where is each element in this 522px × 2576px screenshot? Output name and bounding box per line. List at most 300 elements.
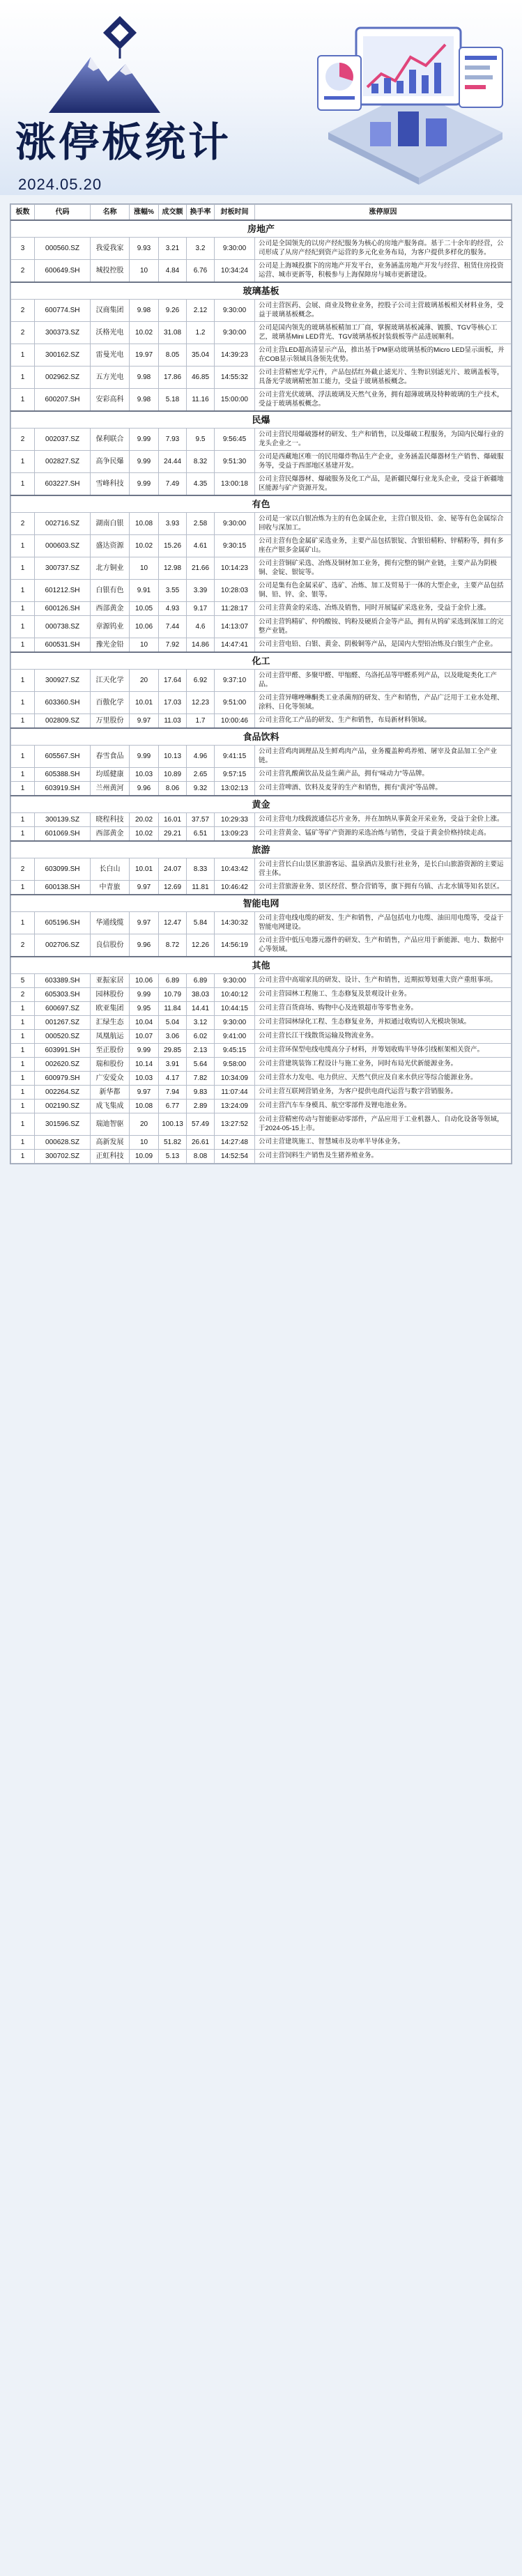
stock-code: 002620.SZ <box>35 1058 91 1072</box>
board-count: 1 <box>11 1113 35 1136</box>
stock-code: 605196.SH <box>35 912 91 934</box>
table-row <box>11 473 512 496</box>
change-percent: 10.02 <box>130 322 159 344</box>
change-percent: 9.97 <box>130 881 159 895</box>
table-row <box>11 827 512 842</box>
limit-up-time: 9:30:00 <box>215 322 255 344</box>
stock-name: 豫光金铅 <box>91 638 130 653</box>
section-title: 有色 <box>11 495 512 513</box>
board-count: 2 <box>11 300 35 322</box>
turnover-rate: 8.33 <box>187 858 215 881</box>
stock-name: 保利联合 <box>91 429 130 451</box>
limit-up-time: 14:47:41 <box>215 638 255 653</box>
board-count: 1 <box>11 813 35 827</box>
limit-up-reason: 公司主营甲醛、多聚甲醛、甲缩醛、乌洛托品等甲醛系列产品，以及吡啶类化工产品。 <box>255 670 512 692</box>
limit-up-time: 9:57:15 <box>215 768 255 782</box>
board-count: 2 <box>11 322 35 344</box>
turnover-rate: 35.04 <box>187 344 215 367</box>
board-count: 5 <box>11 974 35 988</box>
change-percent: 10.03 <box>130 768 159 782</box>
table-header <box>11 205 512 221</box>
section-header-row <box>11 796 512 813</box>
limit-up-reason: 公司主营电力线载波通信芯片业务，并在加纳从事黄金开采业务，受益于金价上涨。 <box>255 813 512 827</box>
trading-screens-illustration-icon <box>307 14 509 185</box>
stock-name: 均瑶健康 <box>91 768 130 782</box>
turnover-amount: 8.06 <box>159 782 187 796</box>
limit-up-reason: 公司主营百货商场、购物中心及连锁超市等零售业务。 <box>255 1002 512 1016</box>
board-count: 1 <box>11 1100 35 1113</box>
turnover-rate: 3.12 <box>187 1016 215 1030</box>
table-row <box>11 260 512 283</box>
limit-up-time: 9:56:45 <box>215 429 255 451</box>
limit-up-time: 9:58:00 <box>215 1058 255 1072</box>
limit-up-time: 9:41:15 <box>215 746 255 768</box>
stock-name: 亚振家居 <box>91 974 130 988</box>
limit-up-reason: 公司主营LED超高清显示产品，推出基于PM驱动玻璃基板的Micro LED显示面板，并在COB显示领域具备领先优势。 <box>255 344 512 367</box>
table-row <box>11 1086 512 1100</box>
stock-code: 002827.SZ <box>35 451 91 473</box>
change-percent: 20.02 <box>130 813 159 827</box>
turnover-amount: 29.21 <box>159 827 187 842</box>
stock-code: 603919.SH <box>35 782 91 796</box>
limit-up-reason: 公司主营医药、会展、商业及物业业务，控股子公司主营玻璃基板相关材料业务，受益于玻璃基板概念。 <box>255 300 512 322</box>
section-title: 食品饮料 <box>11 728 512 746</box>
table-row <box>11 912 512 934</box>
limit-up-time: 13:00:18 <box>215 473 255 496</box>
stock-name: 万里股份 <box>91 714 130 729</box>
limit-up-reason: 公司主营建筑装饰工程设计与施工业务，同时布局光伏新能源业务。 <box>255 1058 512 1072</box>
limit-up-reason: 公司主营化工产品的研发、生产和销售，布局新材料领域。 <box>255 714 512 729</box>
stock-code: 301596.SZ <box>35 1113 91 1136</box>
turnover-rate: 6.76 <box>187 260 215 283</box>
stock-name: 华通线缆 <box>91 912 130 934</box>
table-row <box>11 602 512 616</box>
turnover-rate: 11.81 <box>187 881 215 895</box>
turnover-rate: 4.6 <box>187 616 215 638</box>
stock-name: 安彩高科 <box>91 389 130 412</box>
board-count: 1 <box>11 1136 35 1150</box>
section-header-row <box>11 495 512 513</box>
turnover-amount: 5.18 <box>159 389 187 412</box>
turnover-amount: 7.94 <box>159 1086 187 1100</box>
change-percent: 10.06 <box>130 616 159 638</box>
stock-code: 000603.SZ <box>35 535 91 557</box>
change-percent: 9.93 <box>130 238 159 260</box>
table-row <box>11 1113 512 1136</box>
limit-up-time: 10:43:42 <box>215 858 255 881</box>
stock-name: 高争民爆 <box>91 451 130 473</box>
limit-up-reason: 公司主营啤酒、饮料及麦芽的生产和销售，拥有“黄河”等品牌。 <box>255 782 512 796</box>
stock-code: 000628.SZ <box>35 1136 91 1150</box>
board-count: 1 <box>11 714 35 729</box>
limit-up-reason: 公司主营有色金属矿采选业务，主要产品包括银锭、含银铅精粉、锌精粉等，拥有多座在产银多金属矿山。 <box>255 535 512 557</box>
limit-up-reason: 公司主营中低压电器元器件的研发、生产和销售，产品应用于新能源、电力、数据中心等领域。 <box>255 934 512 957</box>
turnover-amount: 17.64 <box>159 670 187 692</box>
limit-up-time: 10:40:12 <box>215 988 255 1002</box>
stock-code: 603227.SH <box>35 473 91 496</box>
limit-up-time: 10:34:09 <box>215 1072 255 1086</box>
turnover-rate: 38.03 <box>187 988 215 1002</box>
stock-name: 兰州黄河 <box>91 782 130 796</box>
table-row <box>11 1002 512 1016</box>
change-percent: 10.09 <box>130 1150 159 1164</box>
board-count: 1 <box>11 1002 35 1016</box>
mountain-logo-icon <box>42 15 167 120</box>
board-count: 1 <box>11 768 35 782</box>
table-row <box>11 988 512 1002</box>
turnover-rate: 57.49 <box>187 1113 215 1136</box>
stock-code: 300702.SZ <box>35 1150 91 1164</box>
limit-up-reason: 公司主营黄金、锰矿等矿产资源的采选冶炼与销售，受益于黄金价格持续走高。 <box>255 827 512 842</box>
change-percent: 10 <box>130 1136 159 1150</box>
change-percent: 20 <box>130 670 159 692</box>
stock-name: 百傲化学 <box>91 692 130 714</box>
change-percent: 9.95 <box>130 1002 159 1016</box>
change-percent: 9.91 <box>130 580 159 602</box>
turnover-amount: 6.77 <box>159 1100 187 1113</box>
board-count: 1 <box>11 557 35 580</box>
limit-up-reason: 公司主营乳酸菌饮品及益生菌产品，拥有“味动力”等品牌。 <box>255 768 512 782</box>
turnover-rate: 6.51 <box>187 827 215 842</box>
stock-name: 西部黄金 <box>91 602 130 616</box>
limit-up-reason: 公司主营长江干线散货运输及物流业务。 <box>255 1030 512 1044</box>
board-count: 1 <box>11 1072 35 1086</box>
table-row <box>11 557 512 580</box>
turnover-amount: 11.84 <box>159 1002 187 1016</box>
stock-code: 600207.SH <box>35 389 91 412</box>
limit-up-reason: 公司主营异噻唑啉酮类工业杀菌剂的研发、生产和销售，产品广泛用于工业水处理、涂料、日化等领域。 <box>255 692 512 714</box>
col-header-time: 封板时间 <box>215 205 255 221</box>
stock-code: 605567.SH <box>35 746 91 768</box>
turnover-rate: 8.32 <box>187 451 215 473</box>
col-header-change: 涨幅% <box>130 205 159 221</box>
change-percent: 10.14 <box>130 1058 159 1072</box>
turnover-rate: 46.85 <box>187 367 215 389</box>
board-count: 2 <box>11 934 35 957</box>
stock-code: 603099.SH <box>35 858 91 881</box>
turnover-rate: 9.17 <box>187 602 215 616</box>
change-percent: 9.97 <box>130 714 159 729</box>
table-row <box>11 692 512 714</box>
table-row <box>11 813 512 827</box>
section-header-row <box>11 895 512 912</box>
turnover-amount: 3.21 <box>159 238 187 260</box>
limit-up-time: 9:51:30 <box>215 451 255 473</box>
turnover-amount: 11.03 <box>159 714 187 729</box>
turnover-rate: 4.61 <box>187 535 215 557</box>
turnover-rate: 4.35 <box>187 473 215 496</box>
turnover-amount: 4.17 <box>159 1072 187 1086</box>
table-body <box>11 220 512 1164</box>
change-percent: 10.01 <box>130 692 159 714</box>
stock-name: 五方光电 <box>91 367 130 389</box>
turnover-amount: 3.93 <box>159 513 187 535</box>
turnover-rate: 37.57 <box>187 813 215 827</box>
turnover-amount: 17.03 <box>159 692 187 714</box>
table-row <box>11 1016 512 1030</box>
stock-code: 002809.SZ <box>35 714 91 729</box>
limit-up-reason: 公司主营建筑施工、智慧城市及功率半导体业务。 <box>255 1136 512 1150</box>
turnover-amount: 5.13 <box>159 1150 187 1164</box>
board-count: 3 <box>11 238 35 260</box>
section-header-row <box>11 728 512 746</box>
stock-code: 002190.SZ <box>35 1100 91 1113</box>
table-row <box>11 580 512 602</box>
table-row <box>11 1150 512 1164</box>
stock-code: 002962.SZ <box>35 367 91 389</box>
limit-up-time: 14:52:54 <box>215 1150 255 1164</box>
change-percent: 10.06 <box>130 974 159 988</box>
turnover-amount: 24.44 <box>159 451 187 473</box>
limit-up-reason: 公司主营园林工程施工、生态修复及景观设计业务。 <box>255 988 512 1002</box>
board-count: 1 <box>11 782 35 796</box>
change-percent: 10.05 <box>130 602 159 616</box>
limit-up-reason: 公司主营互联网营销业务，为客户提供电商代运营与数字营销服务。 <box>255 1086 512 1100</box>
stock-name: 章源钨业 <box>91 616 130 638</box>
stock-name: 至正股份 <box>91 1044 130 1058</box>
limit-up-reason: 公司主营钨精矿、仲钨酸铵、钨粉及硬质合金等产品，拥有从钨矿采选到深加工的完整产业链。 <box>255 616 512 638</box>
turnover-rate: 3.2 <box>187 238 215 260</box>
turnover-amount: 12.47 <box>159 912 187 934</box>
turnover-amount: 4.93 <box>159 602 187 616</box>
turnover-rate: 2.58 <box>187 513 215 535</box>
limit-up-time: 9:30:00 <box>215 513 255 535</box>
turnover-amount: 5.04 <box>159 1016 187 1030</box>
limit-up-time: 11:07:44 <box>215 1086 255 1100</box>
limit-up-reason: 公司主营园林绿化工程、生态修复业务，并拟通过收购切入光模块领域。 <box>255 1016 512 1030</box>
turnover-rate: 2.65 <box>187 768 215 782</box>
table-row <box>11 322 512 344</box>
limit-up-reason: 公司主营精密光学元件，产品包括红外截止滤光片、生物识别滤光片、玻璃盖板等，具备光学玻璃精密加工能力，受益于玻璃基板概念。 <box>255 367 512 389</box>
change-percent: 10.02 <box>130 535 159 557</box>
stock-name: 雷曼光电 <box>91 344 130 367</box>
section-title: 黄金 <box>11 796 512 813</box>
limit-up-reason: 公司主营民爆器材、爆破服务及化工产品，是新疆民爆行业龙头企业，受益于新疆地区能源与矿产资源开发。 <box>255 473 512 496</box>
turnover-rate: 14.41 <box>187 1002 215 1016</box>
change-percent: 10.08 <box>130 1100 159 1113</box>
turnover-amount: 8.05 <box>159 344 187 367</box>
stock-code: 002037.SZ <box>35 429 91 451</box>
turnover-rate: 26.61 <box>187 1136 215 1150</box>
table-row <box>11 1100 512 1113</box>
limit-up-time: 10:46:42 <box>215 881 255 895</box>
board-count: 1 <box>11 670 35 692</box>
stock-name: 西部黄金 <box>91 827 130 842</box>
limit-up-reason: 公司主营电线电缆的研发、生产和销售，产品包括电力电缆、油田用电缆等，受益于智能电网建设。 <box>255 912 512 934</box>
turnover-amount: 7.92 <box>159 638 187 653</box>
turnover-amount: 12.69 <box>159 881 187 895</box>
turnover-rate: 4.96 <box>187 746 215 768</box>
stock-name: 高新发展 <box>91 1136 130 1150</box>
change-percent: 9.99 <box>130 746 159 768</box>
stock-code: 600649.SH <box>35 260 91 283</box>
turnover-amount: 31.08 <box>159 322 187 344</box>
limit-up-time: 9:30:00 <box>215 974 255 988</box>
limit-up-reason: 公司主营旅游业务、景区经营、整合营销等，旗下拥有乌镇、古北水镇等知名景区。 <box>255 881 512 895</box>
stock-name: 园林股份 <box>91 988 130 1002</box>
limit-up-reason: 公司主营电铅、白银、黄金、阴极铜等产品，是国内大型铅冶炼及白银生产企业。 <box>255 638 512 653</box>
limit-up-reason: 公司主营环保型电线电缆高分子材料，并筹划收购半导体引线框架相关资产。 <box>255 1044 512 1058</box>
change-percent: 19.97 <box>130 344 159 367</box>
table-row <box>11 934 512 957</box>
stock-code: 601212.SH <box>35 580 91 602</box>
stock-code: 600697.SZ <box>35 1002 91 1016</box>
stock-code: 000560.SZ <box>35 238 91 260</box>
turnover-rate: 9.83 <box>187 1086 215 1100</box>
turnover-rate: 7.82 <box>187 1072 215 1086</box>
board-count: 2 <box>11 988 35 1002</box>
limit-up-reason: 公司主营光伏玻璃、浮法玻璃及天然气业务，拥有超薄玻璃及特种玻璃的生产技术，受益于玻璃基板概念。 <box>255 389 512 412</box>
table-row <box>11 974 512 988</box>
table-row <box>11 1058 512 1072</box>
limit-up-reason: 公司是西藏地区唯一的民用爆炸物品生产企业，业务涵盖民爆器材生产销售、爆破服务等，受益于西部地区基建开发。 <box>255 451 512 473</box>
table-row <box>11 768 512 782</box>
stock-name: 江天化学 <box>91 670 130 692</box>
board-count: 1 <box>11 1150 35 1164</box>
change-percent: 9.99 <box>130 473 159 496</box>
stock-code: 601069.SH <box>35 827 91 842</box>
stock-name: 城投控股 <box>91 260 130 283</box>
board-count: 1 <box>11 881 35 895</box>
limit-up-reason: 公司主营铜矿采选、冶炼及铜材加工业务，拥有完整的铜产业链，主要产品为阴极铜、金锭、银锭等。 <box>255 557 512 580</box>
limit-up-time: 10:00:46 <box>215 714 255 729</box>
stock-code: 603991.SH <box>35 1044 91 1058</box>
stock-name: 新华都 <box>91 1086 130 1100</box>
table-row <box>11 389 512 412</box>
stock-code: 600531.SH <box>35 638 91 653</box>
limit-up-reason: 公司是全国领先的以房产经纪服务为核心的房地产服务商。基于二十余年的经营，公司形成了从房产经纪到资产运营的多元化业务布局，为客户提供多样化的服务。 <box>255 238 512 260</box>
stock-name: 中青旅 <box>91 881 130 895</box>
turnover-amount: 12.98 <box>159 557 187 580</box>
limit-up-reason: 公司是一家以白银冶炼为主的有色金属企业，主营白银及铅、金、铋等有色金属综合回收与深加工。 <box>255 513 512 535</box>
turnover-rate: 6.02 <box>187 1030 215 1044</box>
board-count: 1 <box>11 367 35 389</box>
limit-up-table-container <box>10 203 512 1164</box>
stock-code: 600979.SH <box>35 1072 91 1086</box>
board-count: 1 <box>11 1044 35 1058</box>
limit-up-time: 13:27:52 <box>215 1113 255 1136</box>
change-percent: 9.98 <box>130 300 159 322</box>
change-percent: 10 <box>130 557 159 580</box>
section-header-row <box>11 282 512 300</box>
stock-code: 000520.SZ <box>35 1030 91 1044</box>
table-row <box>11 670 512 692</box>
change-percent: 10 <box>130 638 159 653</box>
board-count: 1 <box>11 1030 35 1044</box>
turnover-amount: 10.89 <box>159 768 187 782</box>
change-percent: 9.99 <box>130 988 159 1002</box>
limit-up-time: 10:34:24 <box>215 260 255 283</box>
board-count: 2 <box>11 513 35 535</box>
table-row <box>11 616 512 638</box>
col-header-name: 名称 <box>91 205 130 221</box>
limit-up-time: 9:30:15 <box>215 535 255 557</box>
limit-up-reason: 公司主营鸡肉调理品及生鲜鸡肉产品，业务覆盖种鸡养殖、屠宰及食品加工全产业链。 <box>255 746 512 768</box>
limit-up-time: 10:28:03 <box>215 580 255 602</box>
turnover-rate: 2.89 <box>187 1100 215 1113</box>
section-title: 其他 <box>11 957 512 974</box>
stock-name: 湖南白银 <box>91 513 130 535</box>
stock-name: 我爱我家 <box>91 238 130 260</box>
turnover-rate: 12.23 <box>187 692 215 714</box>
turnover-amount: 9.26 <box>159 300 187 322</box>
page-title: 涨停板统计 <box>15 120 232 165</box>
table-row <box>11 238 512 260</box>
board-count: 1 <box>11 616 35 638</box>
section-title: 化工 <box>11 652 512 670</box>
turnover-amount: 8.72 <box>159 934 187 957</box>
stock-code: 300139.SZ <box>35 813 91 827</box>
change-percent: 9.96 <box>130 934 159 957</box>
stock-name: 北方铜业 <box>91 557 130 580</box>
header-banner <box>0 0 522 195</box>
turnover-rate: 5.64 <box>187 1058 215 1072</box>
turnover-rate: 9.5 <box>187 429 215 451</box>
col-header-board: 板数 <box>11 205 35 221</box>
change-percent: 9.98 <box>130 367 159 389</box>
change-percent: 20 <box>130 1113 159 1136</box>
stock-code: 001267.SZ <box>35 1016 91 1030</box>
limit-up-time: 9:30:00 <box>215 1016 255 1030</box>
stock-name: 瑞迪智驱 <box>91 1113 130 1136</box>
limit-up-reason: 公司主营饲料生产销售及生猪养殖业务。 <box>255 1150 512 1164</box>
limit-up-reason: 公司主营黄金的采选、冶炼及销售，同时开展锰矿采选业务，受益于金价上涨。 <box>255 602 512 616</box>
change-percent: 9.97 <box>130 912 159 934</box>
turnover-amount: 24.07 <box>159 858 187 881</box>
turnover-amount: 3.06 <box>159 1030 187 1044</box>
table-row <box>11 451 512 473</box>
limit-up-time: 10:29:33 <box>215 813 255 827</box>
stock-name: 盛达资源 <box>91 535 130 557</box>
limit-up-time: 9:30:00 <box>215 238 255 260</box>
board-count: 1 <box>11 344 35 367</box>
turnover-amount: 7.44 <box>159 616 187 638</box>
change-percent: 10.02 <box>130 827 159 842</box>
limit-up-time: 14:55:32 <box>215 367 255 389</box>
stock-code: 300737.SZ <box>35 557 91 580</box>
board-count: 2 <box>11 429 35 451</box>
limit-up-reason: 公司是集有色金属采矿、选矿、冶炼、加工及贸易于一体的大型企业，主要产品包括铜、铅、锌、金、银等。 <box>255 580 512 602</box>
limit-up-time: 13:09:23 <box>215 827 255 842</box>
limit-up-time: 10:44:15 <box>215 1002 255 1016</box>
change-percent: 9.96 <box>130 782 159 796</box>
limit-up-time: 9:37:10 <box>215 670 255 692</box>
stock-code: 300162.SZ <box>35 344 91 367</box>
turnover-rate: 1.7 <box>187 714 215 729</box>
stock-name: 广安爱众 <box>91 1072 130 1086</box>
turnover-rate: 12.26 <box>187 934 215 957</box>
section-title: 玻璃基板 <box>11 282 512 300</box>
turnover-rate: 6.92 <box>187 670 215 692</box>
board-count: 1 <box>11 535 35 557</box>
stock-code: 000738.SZ <box>35 616 91 638</box>
table-row <box>11 746 512 768</box>
table-row <box>11 858 512 881</box>
limit-up-reason: 公司主营水力发电、电力供应、天然气供应及自来水供应等综合能源业务。 <box>255 1072 512 1086</box>
table-row <box>11 1044 512 1058</box>
limit-up-time: 10:14:23 <box>215 557 255 580</box>
section-title: 智能电网 <box>11 895 512 912</box>
table-row <box>11 344 512 367</box>
table-row <box>11 1136 512 1150</box>
limit-up-reason: 公司主营汽车车身模具、航空零部件及锂电池业务。 <box>255 1100 512 1113</box>
board-count: 1 <box>11 473 35 496</box>
turnover-amount: 100.13 <box>159 1113 187 1136</box>
page <box>0 0 522 1164</box>
turnover-rate: 6.89 <box>187 974 215 988</box>
board-count: 1 <box>11 1086 35 1100</box>
report-date: 2024.05.20 <box>18 176 102 193</box>
